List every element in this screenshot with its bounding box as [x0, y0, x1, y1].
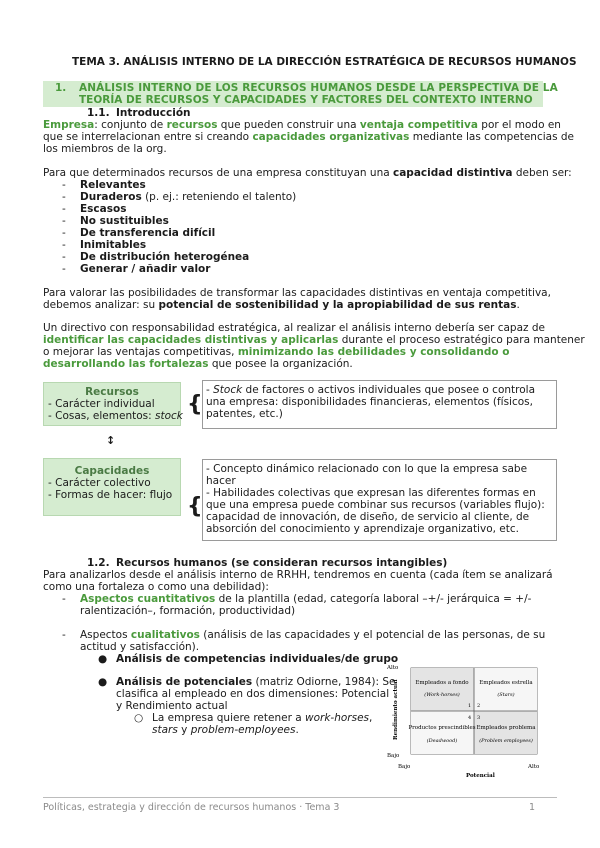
cuantitativos-line1: Aspectos cuantitativos de la plantilla (edad, categoría laboral –+/- jerárquica = +/- — [80, 593, 532, 605]
matrix-q1-name: Empleados a fondo — [415, 680, 469, 686]
capacidades-brace: { — [187, 494, 203, 519]
matrix-q2-name: Empleados estrella — [479, 680, 533, 686]
cualitativos-line2: actitud y satisfacción). — [80, 641, 200, 653]
footer-text: Políticas, estrategia y dirección de recursos humanos · Tema 3 — [43, 802, 340, 813]
recursos-box — [43, 382, 181, 426]
bullet-dot-1: ● — [98, 653, 108, 665]
directivo-line3: o mejorar las ventajas competitivas, minimizando las debilidades y consolidando o — [43, 346, 510, 358]
list-dash: - — [62, 263, 66, 275]
rrhh-line1: Para analizarlos desde el análisis interno de RRHH, tendremos en cuenta (cada ítem se analizará — [43, 569, 553, 581]
intro-line3: los miembros de la org. — [43, 143, 167, 155]
recursos-brace: { — [187, 392, 203, 417]
directivo-line4: desarrollando las fortalezas que posee la organización. — [43, 358, 353, 370]
matrix-q2-bg — [474, 668, 537, 711]
bullet2-line2: clasifica al empleado en dos dimensiones: Potencial — [116, 688, 390, 700]
list-item: Inimitables — [80, 239, 147, 251]
subsection2-number: 1.2. — [87, 557, 110, 569]
capacidades-desc-line: - Habilidades colectivas que expresan las diferentes formas en — [206, 487, 536, 499]
capacidades-box — [43, 458, 181, 516]
valorar-line1: Para valorar las posibilidades de transformar las capacidades distintivas en ventaja competitiva, — [43, 287, 551, 299]
recursos-desc-line2: una empresa: disponibilidades financieras, elementos (físicos, — [206, 396, 533, 408]
capacidades-desc-line: capacidad de innovación, de diseño, de servicio al cliente, de — [206, 511, 530, 523]
sub-line2: stars y problem-employees. — [152, 724, 299, 736]
capacidades-desc-line: que una empresa puede combinar sus recursos (variables flujo): — [206, 499, 545, 511]
matrix-q1-num: 1 — [468, 703, 472, 709]
matrix-q3-en: (Deadwood) — [426, 738, 458, 744]
document-title: TEMA 3. ANÁLISIS INTERNO DE LA DIRECCIÓN ESTRATÉGICA DE RECURSOS HUMANOS — [72, 56, 577, 68]
bullet1-text: Análisis de competencias individuales/de grupo — [116, 653, 399, 665]
matrix-q4-en: (Problem employees) — [479, 738, 533, 744]
bullet-dot-2: ● — [98, 676, 108, 688]
recursos-desc-line3: patentes, etc.) — [206, 408, 283, 420]
intro-line1: Empresa: conjunto de recursos que pueden construir una ventaja competitiva por el modo en — [43, 119, 561, 131]
recursos-desc-box — [202, 380, 557, 429]
capacidades-desc-line: - Concepto dinámico relacionado con lo que la empresa sabe — [206, 463, 528, 475]
list-dash: - — [62, 227, 66, 239]
list-dash: - — [62, 203, 66, 215]
matrix-x-low: Bajo — [398, 764, 411, 770]
matrix-x-label: Potencial — [466, 773, 495, 779]
capacidades-line2: - Formas de hacer: flujo — [48, 489, 173, 501]
directivo-line2: identificar las capacidades distintivas y aplicarlas durante el proceso estratégico para mantener — [43, 334, 585, 346]
capacidades-desc-line: hacer — [206, 475, 236, 487]
matrix-q4-num: 3 — [477, 715, 481, 721]
list-dash: - — [62, 215, 66, 227]
list-dash: - — [62, 191, 66, 203]
list-item: De transferencia difícil — [80, 227, 216, 239]
section-number: 1. — [55, 82, 67, 94]
capacidades-desc-box — [202, 459, 557, 541]
matrix-q3-bg — [411, 711, 474, 754]
matrix-q2-en: (Stars) — [497, 692, 515, 698]
recursos-title: Recursos — [85, 386, 139, 398]
recursos-line1: - Carácter individual — [48, 398, 155, 410]
sub-line1: La empresa quiere retener a work-horses, — [152, 712, 373, 724]
matrix-q4-name: Empleados problema — [476, 725, 536, 731]
rrhh-dash2: - — [62, 629, 66, 641]
matrix-q4-bg — [474, 711, 537, 754]
matrix-y-low: Bajo — [387, 753, 400, 759]
valorar-line2: debemos analizar: su potencial de sostenibilidad y la apropiabilidad de sus rentas. — [43, 299, 520, 311]
distinctive-lead: Para que determinados recursos de una empresa constituyan una capacidad distintiva deben ser: — [43, 167, 572, 179]
matrix-q2-num: 2 — [477, 703, 481, 709]
subsection2-title: Recursos humanos (se consideran recursos intangibles) — [116, 557, 448, 569]
capacidades-desc-line: absorción del conocimiento y aprendizaje organizativo, etc. — [206, 523, 519, 535]
subsection-title: Introducción — [116, 107, 191, 119]
cualitativos-line1: Aspectos cualitativos (análisis de las capacidades y el potencial de las personas, de su — [80, 629, 546, 641]
matrix-q1-en: (Work-horses) — [424, 692, 460, 698]
matrix-x-high: Alto — [528, 764, 540, 770]
intro-line2: que se interrelacionan entre si creando capacidades organizativas mediante las competencias de — [43, 131, 575, 143]
list-dash: - — [62, 179, 66, 191]
list-item: Escasos — [80, 203, 127, 215]
rrhh-line2: como una fortaleza o como una debilidad): — [43, 581, 269, 593]
section-heading-line1: ANÁLISIS INTERNO DE LOS RECURSOS HUMANOS DESDE LA PERSPECTIVA DE LA — [79, 82, 558, 94]
rrhh-dash1: - — [62, 593, 66, 605]
list-item: Generar / añadir valor — [80, 263, 211, 275]
matrix-q1-bg — [411, 668, 474, 711]
list-item: Relevantes — [80, 179, 146, 191]
footer-divider — [43, 797, 557, 798]
list-item: De distribución heterogénea — [80, 251, 250, 263]
matrix-y-high: Alto — [387, 665, 399, 671]
cuantitativos-line2: ralentización–, formación, productividad) — [80, 605, 296, 617]
capacidades-line1: - Carácter colectivo — [48, 477, 151, 489]
bullet2-line3: y Rendimiento actual — [116, 700, 228, 712]
matrix-y-label: Rendimiento actual — [393, 679, 399, 740]
sub-circle-icon: ○ — [134, 712, 144, 724]
list-item: No sustituibles — [80, 215, 169, 227]
list-item: Duraderos (p. ej.: reteniendo el talento) — [80, 191, 297, 203]
matrix-q3-num: 4 — [468, 715, 472, 721]
updown-arrow-icon: ↕ — [106, 434, 116, 447]
directivo-line1: Un directivo con responsabilidad estratégica, al realizar el análisis interno debería ser capaz de — [43, 322, 545, 334]
recursos-line2: - Cosas, elementos: stock — [48, 410, 183, 422]
footer-page-number: 1 — [529, 802, 536, 813]
section-heading-line2: TEORÍA DE RECURSOS Y CAPACIDADES Y FACTORES DEL CONTEXTO INTERNO — [79, 94, 533, 106]
subsection-number: 1.1. — [87, 107, 110, 119]
recursos-desc-line1: - Stock de factores o activos individuales que posee o controla — [206, 384, 536, 396]
list-dash: - — [62, 251, 66, 263]
capacidades-title: Capacidades — [74, 465, 150, 477]
odiorne-matrix — [378, 662, 558, 782]
list-dash: - — [62, 239, 66, 251]
matrix-q3-name: Productos prescindibles — [408, 725, 476, 731]
bullet2-line1: Análisis de potenciales (matriz Odiorne, 1984): Se — [116, 676, 396, 688]
